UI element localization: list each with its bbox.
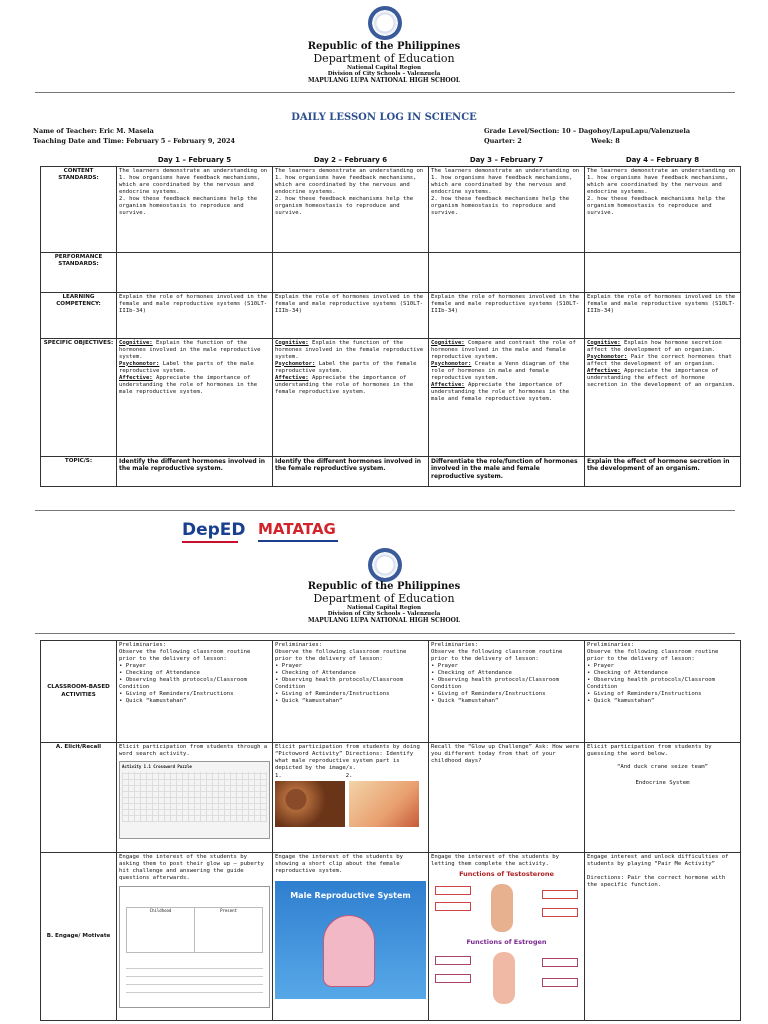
classroom-activities-label: CLASSROOM-BASED ACTIVITIES bbox=[41, 641, 117, 743]
teacher-name: Name of Teacher: Eric M. Masela bbox=[33, 127, 154, 135]
republic-line: Republic of the Philippines bbox=[307, 581, 461, 592]
day-header: Day 4 – February 8 bbox=[625, 156, 700, 164]
lesson-table-1 bbox=[40, 156, 741, 487]
day-header: Day 3 – February 7 bbox=[469, 156, 544, 164]
day-header: Day 1 – February 5 bbox=[157, 156, 232, 164]
competency-cell: Explain the role of hormones involved in the female and male reproductive systems (S10LT-IIIb-34) bbox=[585, 292, 741, 338]
page-header bbox=[0, 41, 768, 85]
deped-seal bbox=[368, 548, 402, 582]
content-standard-cell: The learners demonstrate an understanding on 1. how organisms have feedback mechanisms, which are coordinated by the nervous and endocrine systems. 2. how these feedback mechanisms help the organism homeostasis to reproduce and survive. bbox=[585, 166, 741, 252]
deped-logo: DepED bbox=[182, 520, 246, 543]
doc-title: DAILY LESSON LOG IN SCIENCE bbox=[291, 112, 477, 123]
grade-section: Grade Level/Section: 10 – Dagohoy/LapuLapu/Valenzuela bbox=[484, 127, 691, 135]
topic-cell: Identify the different hormones involved in the female reproductive system. bbox=[273, 456, 429, 486]
topic-cell: Explain the effect of hormone secretion in the development of an organism. bbox=[585, 456, 741, 486]
objectives-cell: Cognitive: Explain the function of the hormones involved in the female reproductive system. Psychomotor: Label the parts of the female reproductive system. Affective: Appreciate the importance of understanding the role of hormones in the female reproductive system. bbox=[273, 338, 429, 456]
page-footer-divider bbox=[35, 510, 735, 511]
elicit-cell: Elicit participation from students through a word search activity. Activity 1.1 Crossword Puzzle bbox=[117, 743, 273, 853]
day-header: Day 2 – February 6 bbox=[313, 156, 388, 164]
glow-up-worksheet-image: Childhood Present bbox=[119, 886, 270, 1008]
teaching-dates: Teaching Date and Time: February 5 – February 9, 2024 bbox=[33, 137, 236, 145]
reproductive-system-video[interactable]: Male Reproductive System bbox=[275, 881, 426, 999]
competency-cell: Explain the role of hormones involved in the female and male reproductive systems (S10LT-IIIb-34) bbox=[117, 292, 273, 338]
elicit-cell: Elicit participation from students by doing “Pictoword Activity” Directions: Identify what male reproductive system part is depicted by the image/s. 1. 2. bbox=[273, 743, 429, 853]
preliminaries-cell: Preliminaries: Observe the following classroom routine prior to the delivery of lesson: • Prayer • Checking of Attendance • Observing health protocols/Classroom Condition • Giving of Reminders/Instructions • Quick “kamustahan” bbox=[585, 641, 741, 743]
lesson-table-2 bbox=[40, 640, 741, 1021]
week: Week: 8 bbox=[591, 137, 620, 145]
engage-cell: Engage the interest of the students by asking them to post their glow up – puberty hit challenge and answering the guide questions afterwards. Childhood Present bbox=[117, 853, 273, 1021]
word-search-image: Activity 1.1 Crossword Puzzle bbox=[119, 761, 270, 839]
elicit-cell: Elicit participation from students by guessing the word below. “And duck crane seize team” Endocrine System bbox=[585, 743, 741, 853]
department-line: Department of Education bbox=[313, 591, 455, 605]
content-standard-cell: The learners demonstrate an understanding on 1. how organisms have feedback mechanisms, which are coordinated by the nervous and endocrine systems. 2. how these feedback mechanisms help the organism homeostasis to reproduce and survive. bbox=[117, 166, 273, 252]
division-line: Division of City Schools – Valenzuela bbox=[327, 611, 441, 618]
department-line: Department of Education bbox=[313, 51, 455, 65]
estrogen-diagram: Functions of Estrogen bbox=[431, 938, 582, 1008]
region-line: National Capital Region bbox=[346, 605, 422, 612]
engage-cell: Engage the interest of the students by showing a short clip about the female reproductive system. Male Reproductive System bbox=[273, 853, 429, 1021]
engage-label: B. Engage/ Motivate bbox=[41, 853, 117, 1021]
competency-cell: Explain the role of hormones involved in the female and male reproductive systems (S10LT-IIIb-34) bbox=[429, 292, 585, 338]
region-line: National Capital Region bbox=[346, 65, 422, 72]
preliminaries-cell: Preliminaries: Observe the following classroom routine prior to the delivery of lesson: • Prayer • Checking of Attendance • Observing health protocols/Classroom Condition • Giving of Reminders/Instructions • Quick “kamustahan” bbox=[273, 641, 429, 743]
pictoword-image-2 bbox=[349, 781, 419, 827]
pictoword-image-1 bbox=[275, 781, 345, 827]
elicit-label: A. Elicit/Recall bbox=[41, 743, 117, 853]
objectives-cell: Cognitive: Explain the function of the hormones involved in the male reproductive system. Psychomotor: Label the parts of the male reproductive system. Affective: Appreciate the importance of understanding the role of hormones in the male reproductive system. bbox=[117, 338, 273, 456]
school-line: MAPULANG LUPA NATIONAL HIGH SCHOOL bbox=[307, 616, 461, 624]
content-standards-label: CONTENT STANDARDS: bbox=[41, 166, 117, 252]
header-divider bbox=[35, 92, 735, 93]
preliminaries-cell: Preliminaries: Observe the following classroom routine prior to the delivery of lesson: • Prayer • Checking of Attendance • Observing health protocols/Classroom Condition • Giving of Reminders/Instructions • Quick “kamustahan” bbox=[429, 641, 585, 743]
matatag-logo: MATATAG bbox=[258, 520, 338, 542]
specific-objectives-label: SPECIFIC OBJECTIVES: bbox=[41, 338, 117, 456]
deped-seal bbox=[368, 6, 402, 40]
performance-standards-label: PERFORMANCE STANDARDS: bbox=[41, 252, 117, 292]
objectives-cell: Cognitive: Compare and contrast the role of hormones involved in the male and female reproductive system. Psychomotor: Create a Venn diagram of the role of hormones in male and female reproductive system. Affective: Appreciate the importance of understanding the role of hormones in the male and female reproductive system. bbox=[429, 338, 585, 456]
quarter: Quarter: 2 bbox=[484, 137, 522, 145]
topics-label: TOPIC/S: bbox=[41, 456, 117, 486]
engage-cell: Engage the interest of the students by letting them complete the activity. Functions of Testosterone Functions of Estrogen bbox=[429, 853, 585, 1021]
learning-competency-label: LEARNING COMPETENCY: bbox=[41, 292, 117, 338]
preliminaries-cell: Preliminaries: Observe the following classroom routine prior to the delivery of lesson: • Prayer • Checking of Attendance • Observing health protocols/Classroom Condition • Giving of Reminders/Instructions • Quick “kamustahan” bbox=[117, 641, 273, 743]
content-standard-cell: The learners demonstrate an understanding on 1. how organisms have feedback mechanisms, which are coordinated by the nervous and endocrine systems. 2. how these feedback mechanisms help the organism homeostasis to reproduce and survive. bbox=[273, 166, 429, 252]
content-standard-cell: The learners demonstrate an understanding on 1. how organisms have feedback mechanisms, which are coordinated by the nervous and endocrine systems. 2. how these feedback mechanisms help the organism homeostasis to reproduce and survive. bbox=[429, 166, 585, 252]
topic-cell: Identify the different hormones involved in the male reproductive system. bbox=[117, 456, 273, 486]
republic-line: Republic of the Philippines bbox=[307, 41, 461, 52]
objectives-cell: Cognitive: Explain how hormone secretion affect the development of an organism. Psychomotor: Pair the correct hormones that affect the development of an organism. Affective: Appreciate the importance of understanding the effect of hormone secretion in the development of an organism. bbox=[585, 338, 741, 456]
school-line: MAPULANG LUPA NATIONAL HIGH SCHOOL bbox=[307, 76, 461, 84]
engage-cell: Engage interest and unlock difficulties of students by playing “Pair Me Activity” Directions: Pair the correct hormone with the specific function. bbox=[585, 853, 741, 1021]
header-divider bbox=[35, 633, 735, 634]
competency-cell: Explain the role of hormones involved in the female and male reproductive systems (S10LT-IIIb-34) bbox=[273, 292, 429, 338]
topic-cell: Differentiate the role/function of hormones involved in the male and female reproductive system. bbox=[429, 456, 585, 486]
division-line: Division of City Schools – Valenzuela bbox=[327, 71, 441, 78]
elicit-cell: Recall the “Glow up Challenge” Ask: How were you different today from that of your childhood days? bbox=[429, 743, 585, 853]
page-header bbox=[0, 581, 768, 625]
testosterone-diagram: Functions of Testosterone bbox=[431, 870, 582, 936]
